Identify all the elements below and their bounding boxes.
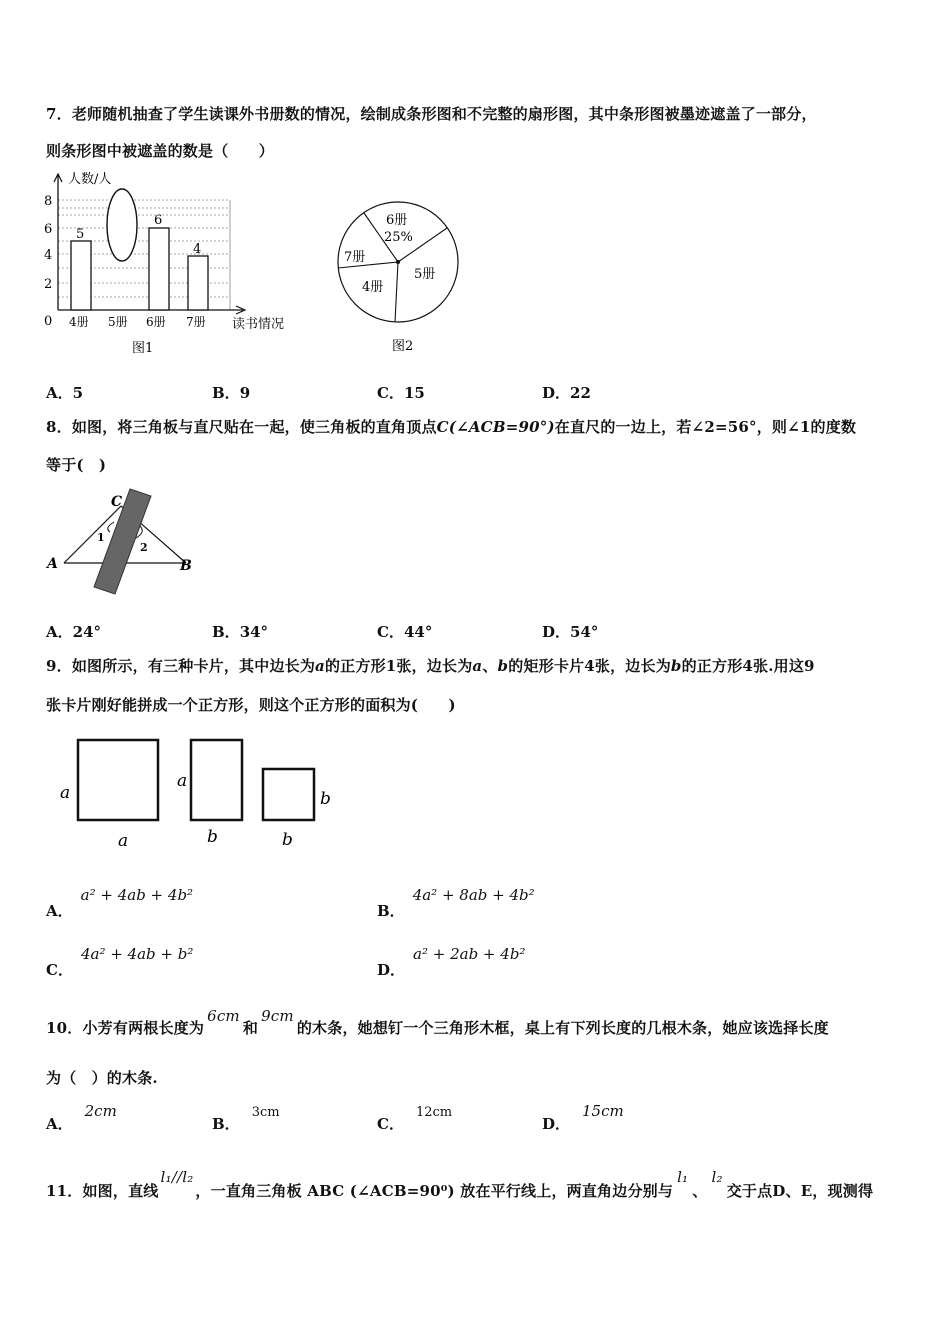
q7-ytick-8: 8 [44, 194, 53, 209]
q8-option-d[interactable]: D．54° [542, 623, 599, 641]
q8-angle-1: 1 [97, 531, 105, 544]
q8-stem-line1: 8．如图，将三角板与直尺贴在一起，使三角板的直角顶点C(∠ACB=90°)在直尺的一边上，若∠2=56°，则∠1的度数 [46, 418, 857, 436]
q7-bar-7ce [188, 256, 208, 310]
q9-stem-line1: 9．如图所示，有三种卡片，其中边长为a的正方形1张，边长为a、b的矩形卡片4张，边长为b的正方形4张.用这9 [46, 657, 815, 675]
q9-option-c[interactable]: C．4a² + 4ab + b² [46, 945, 194, 979]
q7-pie-chart-figure [328, 198, 468, 358]
q7-pie-label-7ce: 7册 [344, 250, 366, 265]
q10-stem-line1: 10．小芳有两根长度为6cm和9cm的木条，她想钉一个三角形木框，桌上有下列长度的几根木条，她应该选择长度 [46, 1007, 829, 1037]
q7-pie-label-6ce: 6册 [386, 213, 408, 228]
q7-bar-6ce [149, 228, 169, 310]
q9-label-b-square-bottom: b [282, 830, 293, 850]
q7-pie-label-25pct: 25% [384, 230, 413, 245]
q7-ytick-2: 2 [44, 277, 53, 292]
q7-option-b[interactable]: B．9 [212, 384, 251, 402]
q8-option-a[interactable]: A．24° [46, 623, 102, 641]
q7-stem-line1: 7．老师随机抽查了学生读课外书册数的情况，绘制成条形图和不完整的扇形图，其中条形图被墨迹遮盖了一部分， [46, 105, 817, 123]
q7-option-d[interactable]: D．22 [542, 384, 591, 402]
q9-label-a-left: a [60, 783, 71, 803]
q7-xlabel-5ce: 5册 [108, 315, 128, 329]
q10-option-d[interactable]: D．15cm [542, 1102, 624, 1133]
q7-bar-label-2: 6 [154, 213, 163, 228]
q9-label-b-square-right: b [320, 789, 331, 809]
q7-pie-label-4ce: 4册 [362, 280, 384, 295]
q9-label-b-rect: b [207, 827, 218, 847]
q7-xlabel-6ce: 6册 [146, 315, 166, 329]
q7-bar-chart-figure [38, 170, 308, 360]
q8-option-b[interactable]: B．34° [212, 623, 269, 641]
q9-card-rect-ab [191, 740, 242, 820]
q7-option-a[interactable]: A．5 [46, 384, 84, 402]
q8-stem-line2: 等于( ) [46, 456, 107, 474]
q7-xlabel-7ce: 7册 [186, 315, 206, 329]
q9-label-a-bottom: a [118, 831, 129, 851]
q7-ytick-0: 0 [44, 314, 53, 329]
q7-bar-label-3: 4 [193, 242, 202, 257]
q9-cards-figure [56, 732, 346, 857]
q8-point-c: C [111, 494, 123, 510]
q8-point-b: B [180, 558, 192, 574]
q7-y-axis-title: 人数/人 [68, 172, 112, 187]
q7-x-axis-title: 读书情况 [232, 317, 285, 332]
q7-fig1-caption: 图1 [132, 341, 154, 356]
q7-fig2-caption: 图2 [392, 339, 414, 354]
q10-option-c[interactable]: C．12cm [377, 1105, 453, 1133]
q9-option-d[interactable]: D．a² + 2ab + 4b² [377, 945, 526, 979]
q10-option-b[interactable]: B．3cm [212, 1105, 280, 1133]
q10-stem-line2: 为（ ）的木条. [46, 1069, 158, 1087]
q7-bar-label-1: 5 [76, 227, 85, 242]
q9-stem-line2: 张卡片刚好能拼成一个正方形，则这个正方形的面积为( ) [46, 696, 456, 714]
q7-ytick-4: 4 [44, 248, 53, 263]
q9-card-square-a [78, 740, 158, 820]
q8-angle-2: 2 [140, 541, 148, 554]
q10-option-a[interactable]: A．2cm [46, 1102, 117, 1133]
q7-bar-4ce [71, 241, 91, 310]
q7-stem-line2: 则条形图中被遮盖的数是（ ） [46, 142, 275, 160]
q9-label-a-rect: a [177, 771, 188, 791]
q7-option-c[interactable]: C．15 [377, 384, 425, 402]
q9-card-square-b [263, 769, 314, 820]
q7-ytick-6: 6 [44, 222, 53, 237]
q7-ink-blot [107, 189, 137, 261]
q8-triangle-ruler-figure [44, 486, 204, 596]
q8-point-a: A [47, 556, 58, 572]
q7-xlabel-4ce: 4册 [69, 315, 89, 329]
q7-pie-label-5ce: 5册 [414, 267, 436, 282]
q8-option-c[interactable]: C．44° [377, 623, 433, 641]
q9-option-b[interactable]: B．4a² + 8ab + 4b² [377, 886, 535, 920]
q11-stem-line1: 11．如图，直线l₁//l₂，一直角三角板 ABC (∠ACB=90⁰) 放在平行线上，两直角边分别与l₁、l₂交于点D、E，现测得 [46, 1168, 874, 1200]
q9-option-a[interactable]: A．a² + 4ab + 4b² [46, 886, 194, 920]
